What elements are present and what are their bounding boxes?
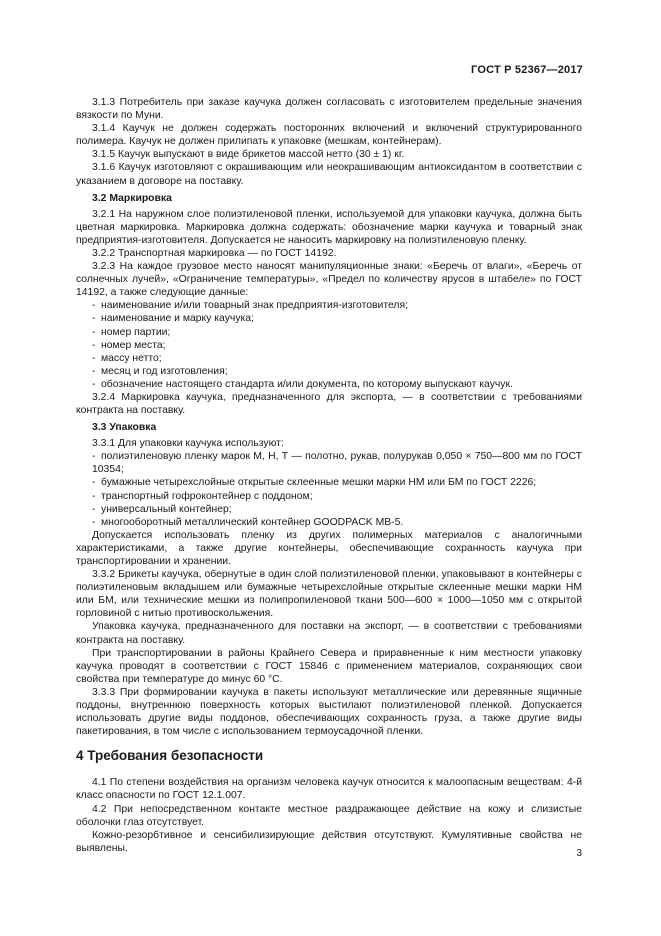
list-item: - транспортный гофроконтейнер с поддоном; [92, 490, 313, 502]
list-item: - номер партии; [92, 326, 171, 338]
paragraph-3-3-3: 3.3.3 При формировании каучука в пакеты используют металлические или деревянные ящичные поддоны, внутреннюю поверхность которых выстилают полиэтиленовой пленкой. Допускается использовать другие виды поддонов, обеспечивающих сохранность груза, а также другие виды пакетирования, в том числе с использованием термоусадочной пленки. [76, 686, 582, 738]
list-item: - номер места; [92, 339, 166, 351]
paragraph-3-2-1: 3.2.1 На наружном слое полиэтиленовой пленки, используемой для упаковки каучука, должна быть цветная маркировка. Маркировка должна содержать: обозначение марки каучука и товарный знак предприятия-изготовителя. Допускается не наносить маркировку на полиэтиленовую пленку. [76, 208, 582, 246]
list-item: - многооборотный металлический контейнер GOODPACK MB-5. [92, 516, 404, 528]
paragraph-4-2: 4.2 При непосредственном контакте местное раздражающее действие на кожу и слизистые оболочки глаз отсутствует. [76, 803, 582, 828]
paragraph-3-1-6: 3.1.6 Каучук изготовляют с окрашивающим или неокрашивающим антиоксидантом в соответствии с указанием в договоре на поставку. [76, 162, 582, 187]
list-item: - месяц и год изготовления; [92, 365, 228, 377]
standard-header: ГОСТ Р 52367—2017 [471, 64, 583, 76]
heading-3-3-packaging: 3.3 Упаковка [92, 422, 157, 434]
paragraph-3-1-5: 3.1.5 Каучук выпускают в виде брикетов массой нетто (30 ± 1) кг. [92, 149, 405, 161]
paragraph-3-1-3: 3.1.3 Потребитель при заказе каучука должен согласовать с изготовителем предельные значения вязкости по Муни. [76, 97, 582, 122]
paragraph-4-1: 4.1 По степени воздействия на организм человека каучук относится к малоопасным веществам: 4-й класс опасности по ГОСТ 12.1.007. [76, 777, 582, 802]
document-body [76, 96, 582, 855]
heading-3-2-marking: 3.2 Маркировка [92, 192, 172, 204]
paragraph-3-3-2: 3.3.2 Брикеты каучука, обернутые в один слой полиэтиленовой пленки, упаковывают в контейнеры с полиэтиленовым вкладышем или бумажные четырехслойные открытые склеенные мешки марки НМ или БМ, или технические мешки из полипропиленовой ткани 500—600 × 1000—1050 мм с открытой горловиной с нитью противоскольжения. [76, 569, 582, 620]
paragraph-3-3-1: 3.3.1 Для упаковки каучука используют: [92, 438, 284, 450]
paragraph-3-3-1-note: Допускается использовать пленку из других полимерных материалов с аналогичными характеристиками, а также другие контейнеры, обеспечивающие сохранность каучука при транспортировании и хранении. [76, 529, 582, 567]
paragraph-3-2-3: 3.2.3 На каждое грузовое место наносят манипуляционные знаки: «Беречь от влаги», «Беречь от солнечных лучей», «Ограничение температуры», «Предел по количеству ярусов в штабеле» по ГОСТ 14192, а также следующие данные: [76, 261, 582, 299]
list-item: - массу нетто; [92, 352, 162, 364]
list-item: - наименование и/или товарный знак предприятия-изготовителя; [92, 300, 408, 312]
list-item: - наименование и марку каучука; [92, 313, 254, 325]
heading-4-safety: 4 Требования безопасности [76, 748, 264, 764]
list-item: - обозначение настоящего стандарта и/или документа, по которому выпускают каучук. [92, 378, 513, 390]
paragraph-3-2-2: 3.2.2 Транспортная маркировка — по ГОСТ 14192. [92, 247, 337, 259]
list-item: - полиэтиленовую пленку марок М, Н, Т — полотно, рукав, полурукав 0,050 × 750—800 мм по ГОСТ 10354; [92, 451, 582, 476]
list-item: - универсальный контейнер; [92, 503, 232, 515]
paragraph-3-2-4: 3.2.4 Маркировка каучука, предназначенного для экспорта, — в соответствии с требованиями контракта на поставку. [76, 391, 582, 417]
paragraph-3-3-2-north: При транспортировании в районы Крайнего Севера и приравненные к ним местности упаковку каучука проводят в соответствии с ГОСТ 15846 с применением материалов, сохраняющих свои свойства при температуре до минус 60 °С. [76, 647, 582, 685]
marking-data-list [76, 299, 582, 391]
packaging-materials-list [76, 450, 582, 529]
paragraph-3-3-2-export: Упаковка каучука, предназначенного для поставки на экспорт, — в соответствии с требованиями контракта на поставку. [76, 621, 582, 646]
list-item: - бумажные четырехслойные открытые склеенные мешки марки НМ или БМ по ГОСТ 2226; [92, 477, 537, 489]
paragraph-4-2-note: Кожно-резорбтивное и сенсибилизирующие действия отсутствуют. Кумулятивные свойства не выявлены. [76, 829, 582, 854]
page-number: 3 [576, 848, 582, 859]
paragraph-3-1-4: 3.1.4 Каучук не должен содержать посторонних включений и включений структурированного полимера. Каучук не должен прилипать к упаковке (мешкам, контейнерам). [76, 123, 582, 148]
